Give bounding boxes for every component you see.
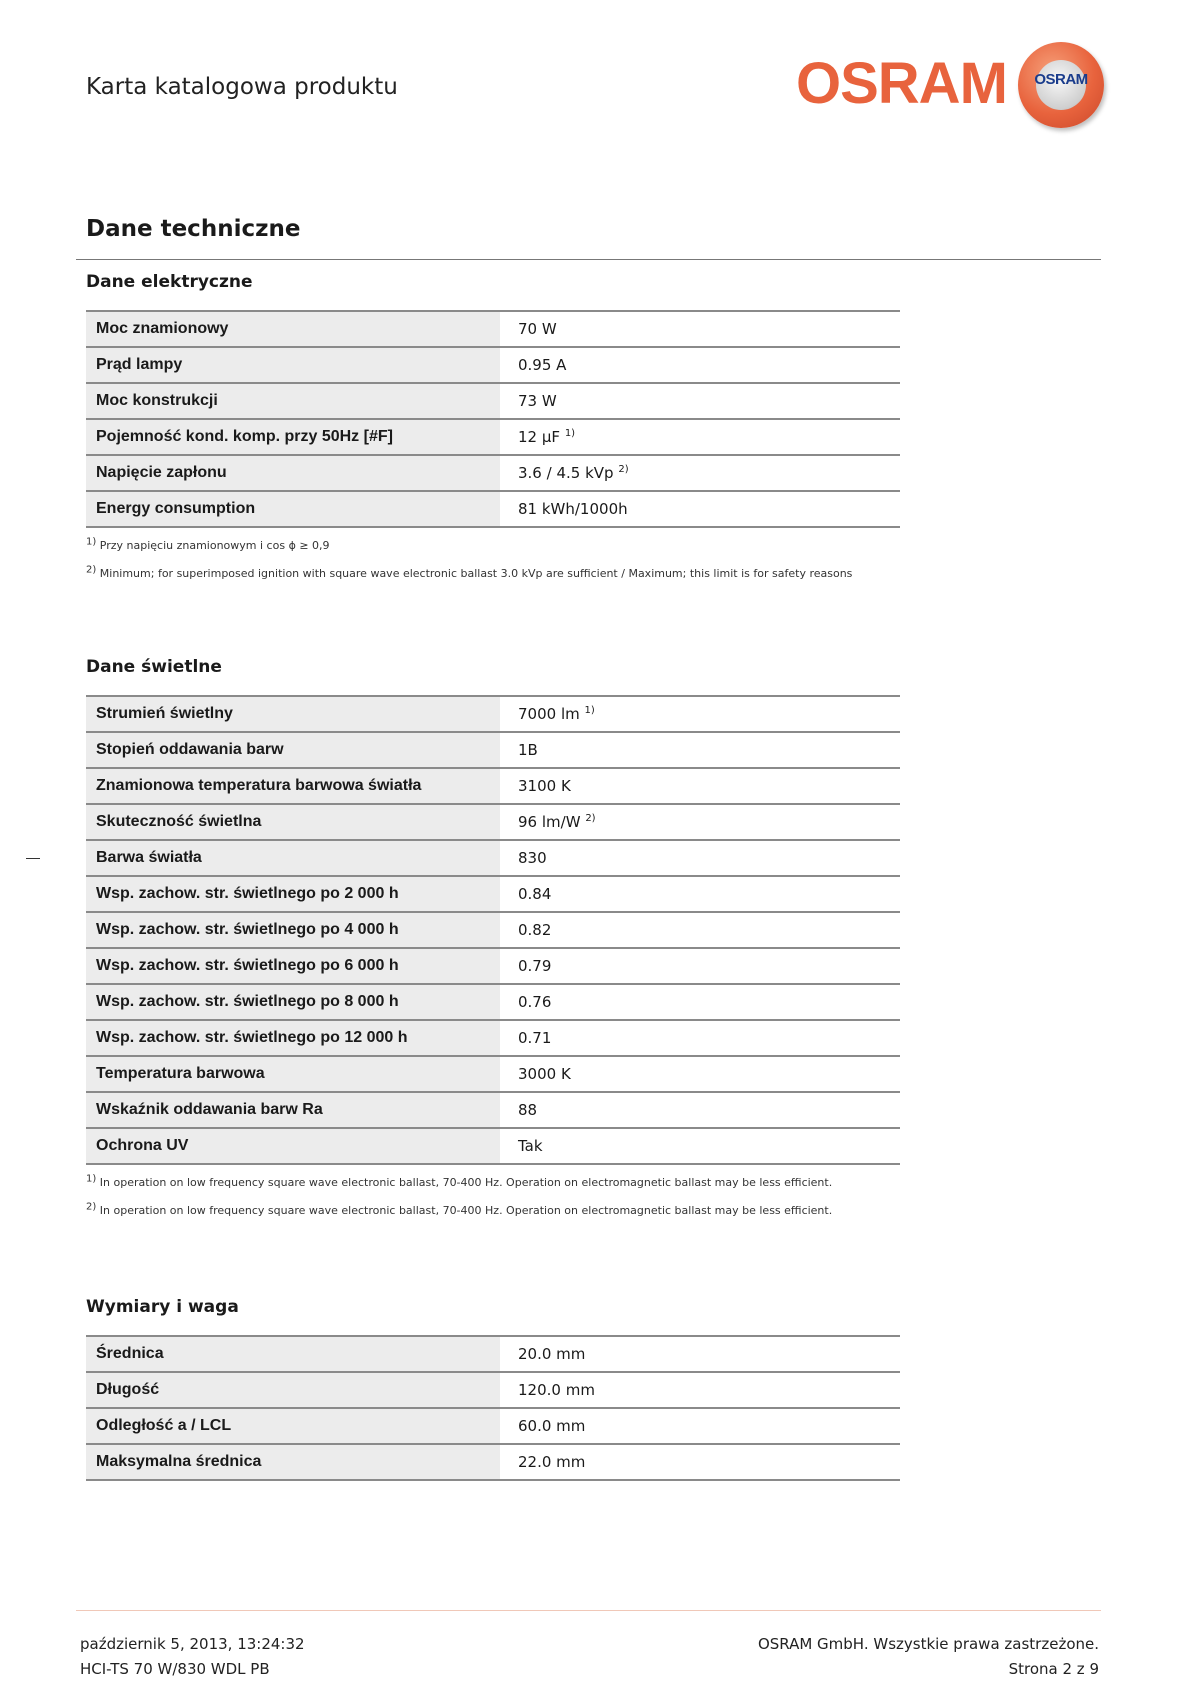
- photometric-section: [86, 653, 900, 1219]
- spec-value: Tak: [508, 1128, 900, 1164]
- table-row: [86, 1372, 900, 1408]
- table-row: [86, 455, 900, 491]
- photometric-footnotes: [86, 1175, 900, 1219]
- spec-value: 96 lm/W $^{2)}$: [508, 804, 900, 840]
- spec-label: Ochrona UV: [86, 1128, 500, 1164]
- spec-value: 22.0 mm: [508, 1444, 900, 1480]
- spec-label: Wsp. zachow. str. świetlnego po 8 000 h: [86, 984, 500, 1020]
- document-title: Karta katalogowa produktu: [86, 74, 398, 100]
- table-row: [86, 347, 900, 383]
- table-row: [86, 383, 900, 419]
- spec-value: 7000 lm $^{1)}$: [508, 696, 900, 732]
- table-row: [86, 1128, 900, 1164]
- spec-label: Znamionowa temperatura barwowa światła: [86, 768, 500, 804]
- spec-label: Wsp. zachow. str. świetlnego po 12 000 h: [86, 1020, 500, 1056]
- spec-label: Wsp. zachow. str. świetlnego po 2 000 h: [86, 876, 500, 912]
- footer-date: październik 5, 2013, 13:24:32: [80, 1635, 305, 1653]
- spec-value: 73 W: [508, 383, 900, 419]
- table-row: [86, 768, 900, 804]
- footnote: $^{1)}$ Przy napięciu znamionowym i cos ϕ ≥ 0,9: [86, 536, 330, 552]
- electrical-section: [86, 268, 900, 582]
- footer-right: [758, 1632, 1099, 1682]
- spec-label: Prąd lampy: [86, 347, 500, 383]
- footnote-ref: 1): [564, 428, 576, 439]
- spec-value: 70 W: [508, 311, 900, 347]
- footer-divider: [76, 1610, 1101, 1611]
- spec-label: Strumień świetlny: [86, 696, 500, 732]
- spec-label: Długość: [86, 1372, 500, 1408]
- osram-logo: [796, 42, 1096, 132]
- spec-label: Barwa światła: [86, 840, 500, 876]
- spec-value: 0.79: [508, 948, 900, 984]
- spec-value: 3000 K: [508, 1056, 900, 1092]
- spec-label: Wsp. zachow. str. świetlnego po 6 000 h: [86, 948, 500, 984]
- dimensions-table: [86, 1335, 900, 1481]
- spec-label: Stopień oddawania barw: [86, 732, 500, 768]
- spec-label: Średnica: [86, 1336, 500, 1372]
- table-row: [86, 1092, 900, 1128]
- spec-value: 20.0 mm: [508, 1336, 900, 1372]
- footer-left: [80, 1632, 305, 1682]
- spec-label: Pojemność kond. komp. przy 50Hz [#F]: [86, 419, 500, 455]
- footnote: $^{2)}$ In operation on low frequency square wave electronic ballast, 70-400 Hz. Operation on electromagnetic ballast may be less efficient.: [86, 1201, 833, 1217]
- table-row: [86, 948, 900, 984]
- spec-value: 81 kWh/1000h: [508, 491, 900, 527]
- table-row: [86, 1444, 900, 1480]
- bulb-logo-icon: [1018, 42, 1104, 128]
- spec-value: 830: [508, 840, 900, 876]
- spec-label: Maksymalna średnica: [86, 1444, 500, 1480]
- logo-wordmark: OSRAM: [796, 51, 1007, 116]
- spec-label: Skuteczność świetlna: [86, 804, 500, 840]
- spec-label: Odległość a / LCL: [86, 1408, 500, 1444]
- spec-label: Napięcie zapłonu: [86, 455, 500, 491]
- spec-value: 3.6 / 4.5 kVp $^{2)}$: [508, 455, 900, 491]
- electrical-title: Dane elektryczne: [86, 272, 253, 292]
- footer-product: HCI-TS 70 W/830 WDL PB: [80, 1660, 270, 1678]
- divider: [76, 259, 1101, 260]
- spec-value: 120.0 mm: [508, 1372, 900, 1408]
- margin-mark: [26, 858, 40, 859]
- footnote: $^{1)}$ In operation on low frequency square wave electronic ballast, 70-400 Hz. Operation on electromagnetic ballast may be less efficient.: [86, 1173, 833, 1189]
- photometric-title: Dane świetlne: [86, 657, 222, 677]
- table-row: [86, 732, 900, 768]
- spec-label: Moc znamionowy: [86, 311, 500, 347]
- table-row: [86, 912, 900, 948]
- spec-label: Energy consumption: [86, 491, 500, 527]
- table-row: [86, 491, 900, 527]
- spec-value: 0.82: [508, 912, 900, 948]
- spec-value: 0.76: [508, 984, 900, 1020]
- dimensions-section: [86, 1293, 900, 1481]
- table-row: [86, 840, 900, 876]
- logo-badge-text: OSRAM: [1034, 71, 1088, 88]
- spec-value: 3100 K: [508, 768, 900, 804]
- spec-label: Temperatura barwowa: [86, 1056, 500, 1092]
- table-row: [86, 804, 900, 840]
- photometric-table: [86, 695, 900, 1165]
- spec-label: Moc konstrukcji: [86, 383, 500, 419]
- table-row: [86, 876, 900, 912]
- table-row: [86, 1336, 900, 1372]
- footnote-ref: 1): [584, 705, 595, 716]
- spec-label: Wsp. zachow. str. świetlnego po 4 000 h: [86, 912, 500, 948]
- section-main-title: Dane techniczne: [86, 216, 301, 242]
- table-row: [86, 311, 900, 347]
- spec-label: Wskaźnik oddawania barw Ra: [86, 1092, 500, 1128]
- electrical-footnotes: [86, 538, 900, 582]
- table-row: [86, 696, 900, 732]
- footer-page: Strona 2 z 9: [1008, 1660, 1099, 1678]
- table-row: [86, 1020, 900, 1056]
- footnote-ref: 2): [618, 464, 629, 475]
- table-row: [86, 419, 900, 455]
- footnote: $^{2)}$ Minimum; for superimposed ignition with square wave electronic ballast 3.0 kVp are sufficient / Maximum; this limit is for safety reasons: [86, 564, 853, 580]
- table-row: [86, 1056, 900, 1092]
- spec-value: 0.84: [508, 876, 900, 912]
- spec-value: 88: [508, 1092, 900, 1128]
- table-row: [86, 1408, 900, 1444]
- table-row: [86, 984, 900, 1020]
- spec-value: 0.95 A: [508, 347, 900, 383]
- spec-value: 60.0 mm: [508, 1408, 900, 1444]
- footnote-ref: 2): [585, 813, 596, 824]
- spec-value: 1B: [508, 732, 900, 768]
- footer-copyright: OSRAM GmbH. Wszystkie prawa zastrzeżone.: [757, 1635, 1099, 1653]
- spec-value: 0.71: [508, 1020, 900, 1056]
- dimensions-title: Wymiary i waga: [86, 1297, 239, 1317]
- spec-value: 12 µF $^{1)}$: [508, 419, 900, 455]
- electrical-table: [86, 310, 900, 528]
